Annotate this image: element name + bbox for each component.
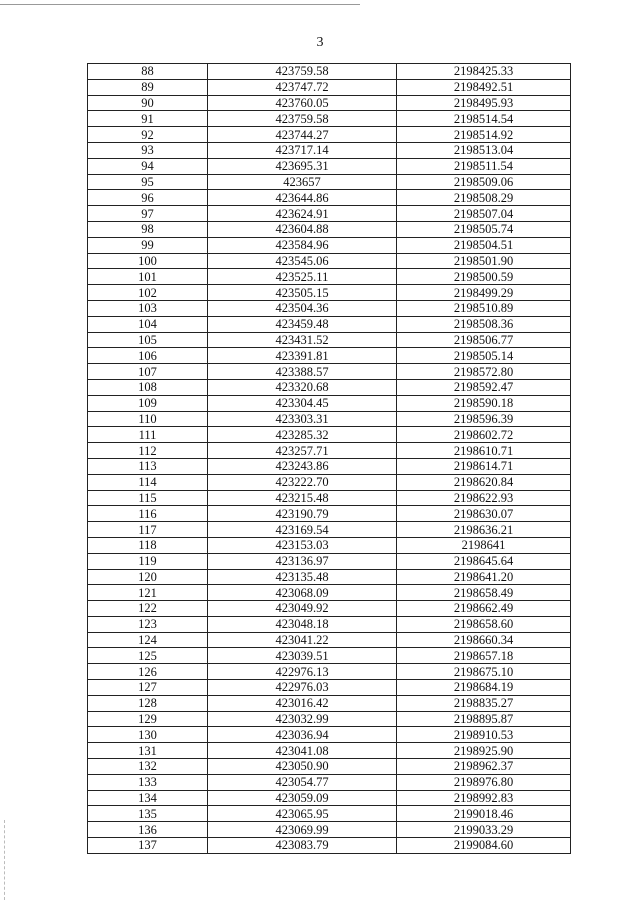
x-coordinate-cell: 423391.81 [208,348,397,364]
y-coordinate-cell: 2198425.33 [397,64,571,80]
x-coordinate-cell: 423083.79 [208,838,397,854]
x-coordinate-cell: 423041.08 [208,743,397,759]
x-coordinate-cell: 423760.05 [208,95,397,111]
scan-margin-marks [4,820,6,900]
table-row [88,774,571,790]
table-row [88,285,571,301]
x-coordinate-cell: 423153.03 [208,537,397,553]
point-number-cell: 125 [88,648,208,664]
point-number-cell: 103 [88,300,208,316]
table-row [88,348,571,364]
table-row [88,253,571,269]
y-coordinate-cell: 2198507.04 [397,206,571,222]
point-number-cell: 134 [88,790,208,806]
y-coordinate-cell: 2198513.04 [397,142,571,158]
scan-top-edge-line [0,4,360,5]
point-number-cell: 120 [88,569,208,585]
y-coordinate-cell: 2198657.18 [397,648,571,664]
point-number-cell: 126 [88,664,208,680]
table-row [88,190,571,206]
table-row [88,522,571,538]
y-coordinate-cell: 2198895.87 [397,711,571,727]
table-row [88,79,571,95]
y-coordinate-cell: 2198592.47 [397,379,571,395]
table-row [88,506,571,522]
x-coordinate-cell: 423431.52 [208,332,397,348]
point-number-cell: 106 [88,348,208,364]
table-row [88,632,571,648]
point-number-cell: 108 [88,379,208,395]
x-coordinate-cell: 423604.88 [208,221,397,237]
table-row [88,332,571,348]
table-row [88,743,571,759]
point-number-cell: 137 [88,838,208,854]
table-row [88,838,571,854]
point-number-cell: 132 [88,759,208,775]
point-number-cell: 107 [88,364,208,380]
point-number-cell: 98 [88,221,208,237]
y-coordinate-cell: 2198572.80 [397,364,571,380]
x-coordinate-cell: 423304.45 [208,395,397,411]
x-coordinate-cell: 423657 [208,174,397,190]
table-row [88,822,571,838]
point-number-cell: 95 [88,174,208,190]
x-coordinate-cell: 423320.68 [208,379,397,395]
y-coordinate-cell: 2198590.18 [397,395,571,411]
x-coordinate-cell: 423388.57 [208,364,397,380]
table-row [88,300,571,316]
point-number-cell: 94 [88,158,208,174]
point-number-cell: 136 [88,822,208,838]
y-coordinate-cell: 2198976.80 [397,774,571,790]
y-coordinate-cell: 2198925.90 [397,743,571,759]
table-row [88,458,571,474]
table-row [88,695,571,711]
table-row [88,158,571,174]
x-coordinate-cell: 423049.92 [208,601,397,617]
x-coordinate-cell: 423036.94 [208,727,397,743]
x-coordinate-cell: 423759.58 [208,64,397,80]
point-number-cell: 88 [88,64,208,80]
y-coordinate-cell: 2198500.59 [397,269,571,285]
y-coordinate-cell: 2198992.83 [397,790,571,806]
y-coordinate-cell: 2198514.54 [397,111,571,127]
y-coordinate-cell: 2199033.29 [397,822,571,838]
point-number-cell: 104 [88,316,208,332]
x-coordinate-cell: 423459.48 [208,316,397,332]
point-number-cell: 118 [88,537,208,553]
y-coordinate-cell: 2198509.06 [397,174,571,190]
table-row [88,142,571,158]
point-number-cell: 93 [88,142,208,158]
y-coordinate-cell: 2198641.20 [397,569,571,585]
x-coordinate-cell: 423717.14 [208,142,397,158]
y-coordinate-cell: 2198641 [397,537,571,553]
point-number-cell: 114 [88,474,208,490]
point-number-cell: 90 [88,95,208,111]
y-coordinate-cell: 2198504.51 [397,237,571,253]
y-coordinate-cell: 2199018.46 [397,806,571,822]
y-coordinate-cell: 2198596.39 [397,411,571,427]
y-coordinate-cell: 2198962.37 [397,759,571,775]
x-coordinate-cell: 423504.36 [208,300,397,316]
table-row [88,616,571,632]
x-coordinate-cell: 423068.09 [208,585,397,601]
y-coordinate-cell: 2198910.53 [397,727,571,743]
point-number-cell: 121 [88,585,208,601]
point-number-cell: 113 [88,458,208,474]
point-number-cell: 115 [88,490,208,506]
y-coordinate-cell: 2198835.27 [397,695,571,711]
y-coordinate-cell: 2198508.29 [397,190,571,206]
table-row [88,174,571,190]
x-coordinate-cell: 423545.06 [208,253,397,269]
x-coordinate-cell: 423285.32 [208,427,397,443]
x-coordinate-cell: 423190.79 [208,506,397,522]
y-coordinate-cell: 2198630.07 [397,506,571,522]
y-coordinate-cell: 2198501.90 [397,253,571,269]
y-coordinate-cell: 2198602.72 [397,427,571,443]
y-coordinate-cell: 2198622.93 [397,490,571,506]
y-coordinate-cell: 2198645.64 [397,553,571,569]
x-coordinate-cell: 423032.99 [208,711,397,727]
point-number-cell: 122 [88,601,208,617]
y-coordinate-cell: 2198514.92 [397,127,571,143]
table-row [88,95,571,111]
point-number-cell: 101 [88,269,208,285]
x-coordinate-cell: 423215.48 [208,490,397,506]
x-coordinate-cell: 423039.51 [208,648,397,664]
y-coordinate-cell: 2198508.36 [397,316,571,332]
y-coordinate-cell: 2198499.29 [397,285,571,301]
table-row [88,648,571,664]
x-coordinate-cell: 423759.58 [208,111,397,127]
point-number-cell: 123 [88,616,208,632]
point-number-cell: 102 [88,285,208,301]
table-row [88,601,571,617]
point-number-cell: 100 [88,253,208,269]
point-number-cell: 97 [88,206,208,222]
x-coordinate-cell: 423257.71 [208,443,397,459]
coordinates-table-body [88,64,571,854]
point-number-cell: 91 [88,111,208,127]
x-coordinate-cell: 423041.22 [208,632,397,648]
table-row [88,111,571,127]
table-row [88,427,571,443]
point-number-cell: 127 [88,680,208,696]
table-row [88,569,571,585]
table-row [88,664,571,680]
x-coordinate-cell: 423050.90 [208,759,397,775]
x-coordinate-cell: 423016.42 [208,695,397,711]
y-coordinate-cell: 2198505.74 [397,221,571,237]
x-coordinate-cell: 423065.95 [208,806,397,822]
y-coordinate-cell: 2198620.84 [397,474,571,490]
y-coordinate-cell: 2198505.14 [397,348,571,364]
x-coordinate-cell: 422976.03 [208,680,397,696]
x-coordinate-cell: 423222.70 [208,474,397,490]
point-number-cell: 105 [88,332,208,348]
y-coordinate-cell: 2199084.60 [397,838,571,854]
table-row [88,411,571,427]
point-number-cell: 92 [88,127,208,143]
y-coordinate-cell: 2198492.51 [397,79,571,95]
y-coordinate-cell: 2198614.71 [397,458,571,474]
table-row [88,395,571,411]
x-coordinate-cell: 423054.77 [208,774,397,790]
y-coordinate-cell: 2198636.21 [397,522,571,538]
table-row [88,474,571,490]
point-number-cell: 109 [88,395,208,411]
y-coordinate-cell: 2198610.71 [397,443,571,459]
table-row [88,553,571,569]
point-number-cell: 89 [88,79,208,95]
y-coordinate-cell: 2198658.49 [397,585,571,601]
x-coordinate-cell: 423624.91 [208,206,397,222]
x-coordinate-cell: 423525.11 [208,269,397,285]
table-row [88,269,571,285]
table-row [88,727,571,743]
table-row [88,759,571,775]
coordinates-table [87,63,571,854]
point-number-cell: 112 [88,443,208,459]
x-coordinate-cell: 423747.72 [208,79,397,95]
y-coordinate-cell: 2198510.89 [397,300,571,316]
table-row [88,237,571,253]
table-row [88,585,571,601]
table-row [88,221,571,237]
x-coordinate-cell: 423136.97 [208,553,397,569]
y-coordinate-cell: 2198506.77 [397,332,571,348]
y-coordinate-cell: 2198660.34 [397,632,571,648]
x-coordinate-cell: 423695.31 [208,158,397,174]
point-number-cell: 96 [88,190,208,206]
y-coordinate-cell: 2198675.10 [397,664,571,680]
x-coordinate-cell: 423069.99 [208,822,397,838]
point-number-cell: 99 [88,237,208,253]
x-coordinate-cell: 423744.27 [208,127,397,143]
table-row [88,64,571,80]
x-coordinate-cell: 423644.86 [208,190,397,206]
table-row [88,490,571,506]
table-row [88,316,571,332]
table-row [88,806,571,822]
point-number-cell: 133 [88,774,208,790]
table-row [88,680,571,696]
table-row [88,206,571,222]
table-row [88,127,571,143]
x-coordinate-cell: 423169.54 [208,522,397,538]
y-coordinate-cell: 2198495.93 [397,95,571,111]
point-number-cell: 131 [88,743,208,759]
point-number-cell: 119 [88,553,208,569]
point-number-cell: 116 [88,506,208,522]
y-coordinate-cell: 2198662.49 [397,601,571,617]
y-coordinate-cell: 2198658.60 [397,616,571,632]
point-number-cell: 117 [88,522,208,538]
table-row [88,790,571,806]
x-coordinate-cell: 423059.09 [208,790,397,806]
x-coordinate-cell: 423048.18 [208,616,397,632]
table-row [88,537,571,553]
table-row [88,379,571,395]
point-number-cell: 124 [88,632,208,648]
point-number-cell: 110 [88,411,208,427]
point-number-cell: 135 [88,806,208,822]
x-coordinate-cell: 423135.48 [208,569,397,585]
y-coordinate-cell: 2198511.54 [397,158,571,174]
point-number-cell: 128 [88,695,208,711]
table-row [88,443,571,459]
x-coordinate-cell: 423584.96 [208,237,397,253]
x-coordinate-cell: 422976.13 [208,664,397,680]
y-coordinate-cell: 2198684.19 [397,680,571,696]
point-number-cell: 129 [88,711,208,727]
point-number-cell: 111 [88,427,208,443]
table-row [88,364,571,380]
page-number: 3 [316,35,324,50]
x-coordinate-cell: 423303.31 [208,411,397,427]
table-row [88,711,571,727]
x-coordinate-cell: 423243.86 [208,458,397,474]
point-number-cell: 130 [88,727,208,743]
x-coordinate-cell: 423505.15 [208,285,397,301]
